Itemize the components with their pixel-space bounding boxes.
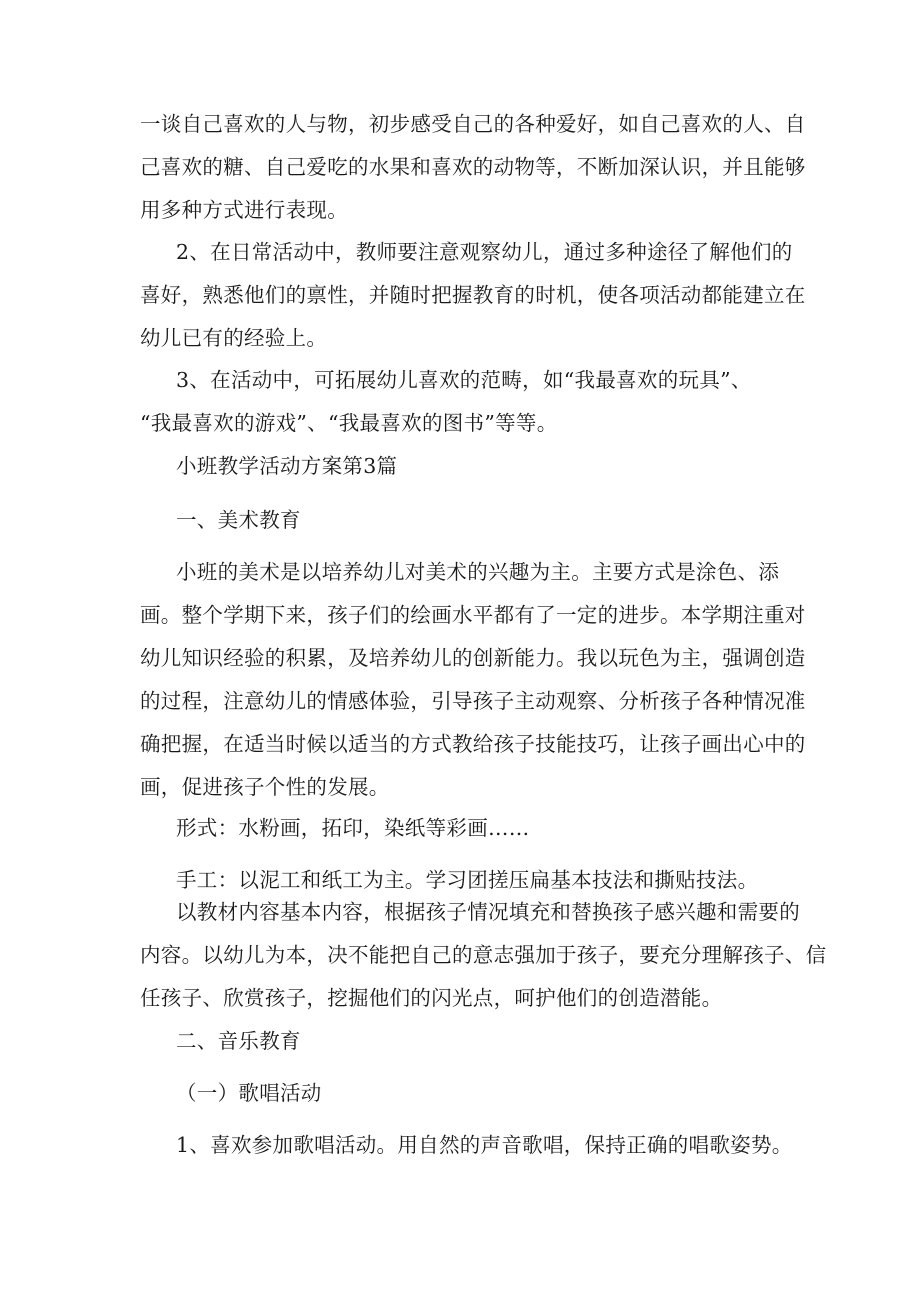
paragraph-singing-item-1	[140, 1124, 795, 1167]
text-line: 小班教学活动方案第3篇	[176, 454, 398, 478]
heading-music-education	[140, 1020, 795, 1063]
subheading-singing	[140, 1072, 795, 1115]
text-line: 手工：以泥工和纸工为主。学习团搓压扁基本技法和撕贴技法。	[176, 868, 759, 892]
text-line: 确把握，在适当时候以适当的方式教给孩子技能技巧，让孩子画出心中的	[140, 732, 806, 756]
text-line: 1、喜欢参加歌唱活动。用自然的声音歌唱，保持正确的唱歌姿势。	[176, 1133, 793, 1157]
text-line: 以教材内容基本内容，根据孩子情况填充和替换孩子感兴趣和需要的	[176, 900, 800, 924]
paragraph-materials	[140, 891, 827, 1020]
text-line: 3、在活动中，可拓展幼儿喜欢的范畴，如“我最喜欢的玩具”、	[176, 368, 752, 392]
text-line: “我最喜欢的游戏”、“我最喜欢的图书”等等。	[140, 411, 558, 435]
text-line: 画。整个学期下来，孩子们的绘画水平都有了一定的进步。本学期注重对	[140, 603, 806, 627]
paragraph-item-2	[140, 231, 806, 360]
text-line: 幼儿已有的经验上。	[140, 326, 328, 350]
paragraph-continuation	[140, 103, 806, 232]
heading-art-education	[140, 499, 795, 542]
text-line: 己喜欢的糖、自己爱吃的水果和喜欢的动物等，不断加深认识，并且能够	[140, 155, 806, 179]
text-line: 小班的美术是以培养幼儿对美术的兴趣为主。主要方式是涂色、添	[176, 560, 780, 584]
text-line: （一）歌唱活动	[176, 1081, 322, 1105]
text-line: 2、在日常活动中，教师要注意观察幼儿，通过多种途径了解他们的	[176, 240, 793, 264]
text-line: 用多种方式进行表现。	[140, 198, 348, 222]
text-line: 的过程，注意幼儿的情感体验，引导孩子主动观察、分析孩子各种情况准	[140, 689, 806, 713]
text-line: 内容。以幼儿为本，决不能把自己的意志强加于孩子，要充分理解孩子、信	[140, 943, 827, 967]
text-line: 喜好，熟悉他们的禀性，并随时把握教育的时机，使各项活动都能建立在	[140, 283, 806, 307]
text-line: 形式：水粉画，拓印，染纸等彩画……	[176, 816, 530, 840]
paragraph-forms	[140, 807, 795, 850]
text-line: 任孩子、欣赏孩子，挖掘他们的闪光点，呵护他们的创造潜能。	[140, 986, 723, 1010]
text-line: 二、音乐教育	[176, 1029, 301, 1053]
text-line: 一谈自己喜欢的人与物，初步感受自己的各种爱好，如自己喜欢的人、自	[140, 112, 806, 136]
text-line: 幼儿知识经验的积累，及培养幼儿的创新能力。我以玩色为主，强调创造	[140, 646, 806, 670]
text-line: 一、美术教育	[176, 508, 301, 532]
section-title	[140, 445, 795, 488]
text-line: 画，促进孩子个性的发展。	[140, 775, 390, 799]
paragraph-art	[140, 551, 806, 809]
paragraph-item-3	[140, 359, 795, 445]
